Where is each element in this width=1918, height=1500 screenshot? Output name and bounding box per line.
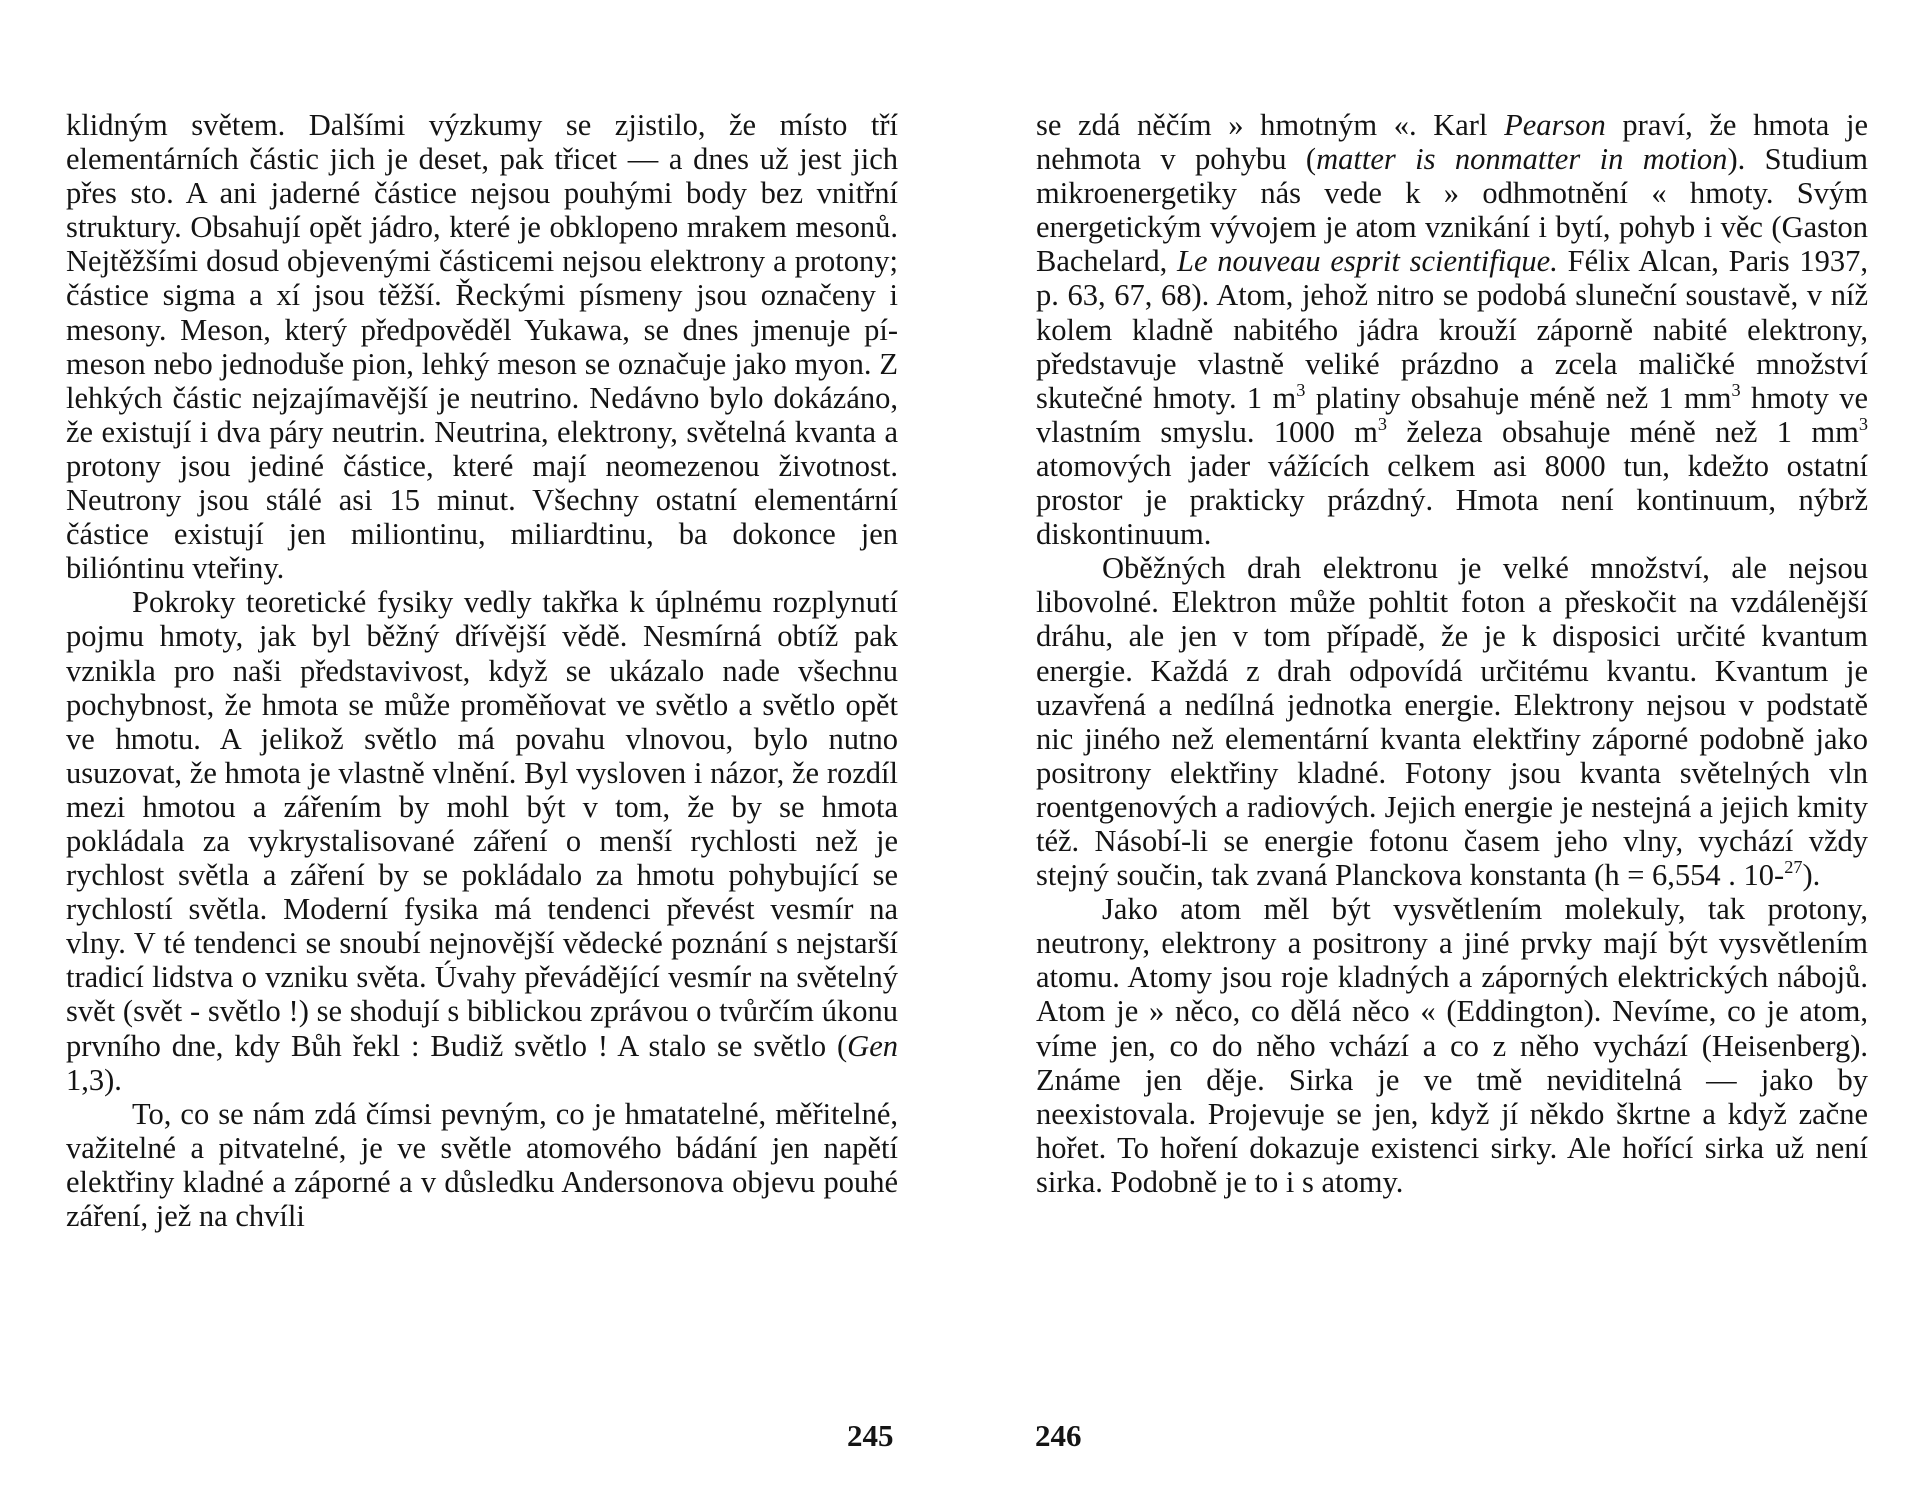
paragraph-text: železa obsahuje méně než 1 mm	[1387, 414, 1859, 449]
right-page-text	[1036, 108, 1868, 1199]
italic-title: Le nouveau esprit scientifique.	[1177, 244, 1558, 279]
paragraph-text: Félix Alcan, Paris 1937, p. 63, 67, 68). Atom, jehož nitro se podobá sluneční soustavě, v níž kolem kladně nabitého jádra krouží záporně nabité elektrony, představuje vlastně veliké prázdno a zcela maličké množství skutečné hmoty. 1 m	[1036, 244, 1868, 415]
paragraph	[66, 585, 898, 1096]
paragraph	[1036, 551, 1868, 892]
paragraph-text: Oběžných drah elektronu je velké množství, ale nejsou libovolné. Elektron může pohltit foton a přeskočit na vzdálenější dráhu, ale jen v tom případě, že je k disposici určité kvantum energie. Každá z drah odpovídá určitému kvantu. Kvantum je uzavřená a nedílná jednotka energie. Elektrony nejsou v podstatě nic jiného než elementární kvanta elektřiny záporné podobně jako positrony elektřiny kladné. Fotony jsou kvanta světelných vln roentgenových a radiových. Jejich energie je nestejná a jejich kmity též. Násobí-li se energie fotonu časem jeho vlny, vychází vždy stejný součin, tak zvaná Planckova konstanta (h = 6,554 . 10-	[1036, 551, 1868, 893]
superscript: 3	[1858, 413, 1868, 434]
paragraph-text: se zdá něčím » hmotným «. Karl	[1036, 108, 1505, 142]
superscript: 3	[1377, 413, 1388, 434]
left-page-text	[66, 108, 898, 1233]
paragraph-text: atomových jader vážících celkem asi 8000 tun, kdežto ostatní prostor je prakticky prázdný. Hmota není kontinuum, nýbrž diskontinuum.	[1036, 448, 1868, 552]
paragraph-text: hmoty ve vlastním smyslu. 1000 m	[1036, 380, 1868, 449]
paragraph: To, co se nám zdá čímsi pevným, co je hmatatelné, měřitelné, važitelné a pitvatelné, je ve světle atomového bádání jen napětí elektřiny kladné a záporné a v důsledku Andersonova objevu pouhé záření, jež na chvíli	[66, 1096, 898, 1233]
page-number-right: 246	[1035, 1418, 1082, 1453]
paragraph-text: platiny obsahuje méně než 1 mm	[1305, 380, 1732, 415]
paragraph: klidným světem. Dalšími výzkumy se zjistilo, že místo tří elementárních částic jich je deset, pak třicet — a dnes už jest jich přes sto. A ani jaderné částice nejsou pouhými body bez vnitřní struktury. Obsahují opět jádro, které je obklopeno mrakem mesonů. Nejtěžšími dosud objevenými částicemi nejsou elektrony a protony; částice sigma a xí jsou těžší. Řeckými písmeny jsou označeny i mesony. Meson, který předpověděl Yukawa, se dnes jmenuje pí-meson nebo jednoduše pion, lehký meson se označuje jako myon. Z lehkých částic nejzajímavější je neutrino. Nedávno bylo dokázáno, že existují i dva páry neutrin. Neutrina, elektrony, světelná kvanta a protony jsou jediné částice, které mají neomezenou životnost. Neutrony jsou stálé asi 15 minut. Všechny ostatní elementární částice existují jen miliontinu, miliardtinu, ba dokonce jen bilióntinu vteřiny.	[66, 108, 898, 586]
paragraph-text: ). Studium mikroenergetiky nás vede k » odhmotnění « hmoty. Svým energetickým vývojem je atom vznikání i bytí, pohyb i věc (Gaston Bachelard,	[1036, 142, 1868, 279]
superscript: 3	[1731, 379, 1741, 400]
paragraph-text: ).	[1802, 858, 1821, 893]
paragraph	[1036, 108, 1868, 551]
italic-quote: matter is nonmatter in motion	[1316, 142, 1728, 177]
italic-name: Pearson	[1504, 108, 1606, 142]
superscript: 27	[1784, 857, 1803, 878]
right-page	[1036, 108, 1868, 1199]
left-page	[66, 108, 898, 1233]
paragraph-text: praví, že hmota je nehmota v pohybu (	[1036, 108, 1868, 177]
paragraph-text: Pokroky teoretické fysiky vedly takřka k úplnému rozplynutí pojmu hmoty, jak byl běžný dřívější vědě. Nesmírná obtíž pak vznikla pro naši představivost, když se ukázalo nade všechnu pochybnost, že hmota se může proměňovat ve světlo a světlo opět ve hmotu. A jelikož světlo má povahu vlnovou, bylo nutno usuzovat, že hmota je vlastně vlnění. Byl vysloven i názor, že rozdíl mezi hmotou a zářením by mohl být v tom, že by se hmota pokládala za vykrystalisované záření o menší rychlosti než je rychlost světla a záření by se pokládalo za hmotu pohybující se rychlostí světla. Moderní fysika má tendenci převést vesmír na vlny. V té tendenci se snoubí nejnovější vědecké poznání s nejstarší tradicí lidstva o vzniku světa. Úvahy převádějící vesmír na světelný svět (svět - světlo !) se shodují s biblickou zprávou o tvůrčím úkonu prvního dne, kdy Bůh řekl : Budiž světlo ! A stalo se světlo (	[66, 585, 898, 1063]
paragraph-text: 1,3).	[66, 1062, 122, 1097]
page-number-left: 245	[847, 1418, 894, 1453]
superscript: 3	[1296, 379, 1306, 400]
paragraph: Jako atom měl být vysvětlením molekuly, tak protony, neutrony, elektrony a positrony a jiné prvky mají být vysvětlením atomu. Atomy jsou roje kladných a záporných elektrických nábojů. Atom je » něco, co dělá něco « (Eddington). Nevíme, co je atom, víme jen, co do něho vchází a co z něho vychází (Heisenberg). Známe jen děje. Sirka je ve tmě neviditelná — jako by neexistovala. Projevuje se jen, když jí někdo škrtne a když začne hořet. To hoření dokazuje existenci sirky. Ale hořící sirka už není sirka. Podobně je to i s atomy.	[1036, 892, 1868, 1199]
citation-italic: Gen	[847, 1028, 898, 1063]
